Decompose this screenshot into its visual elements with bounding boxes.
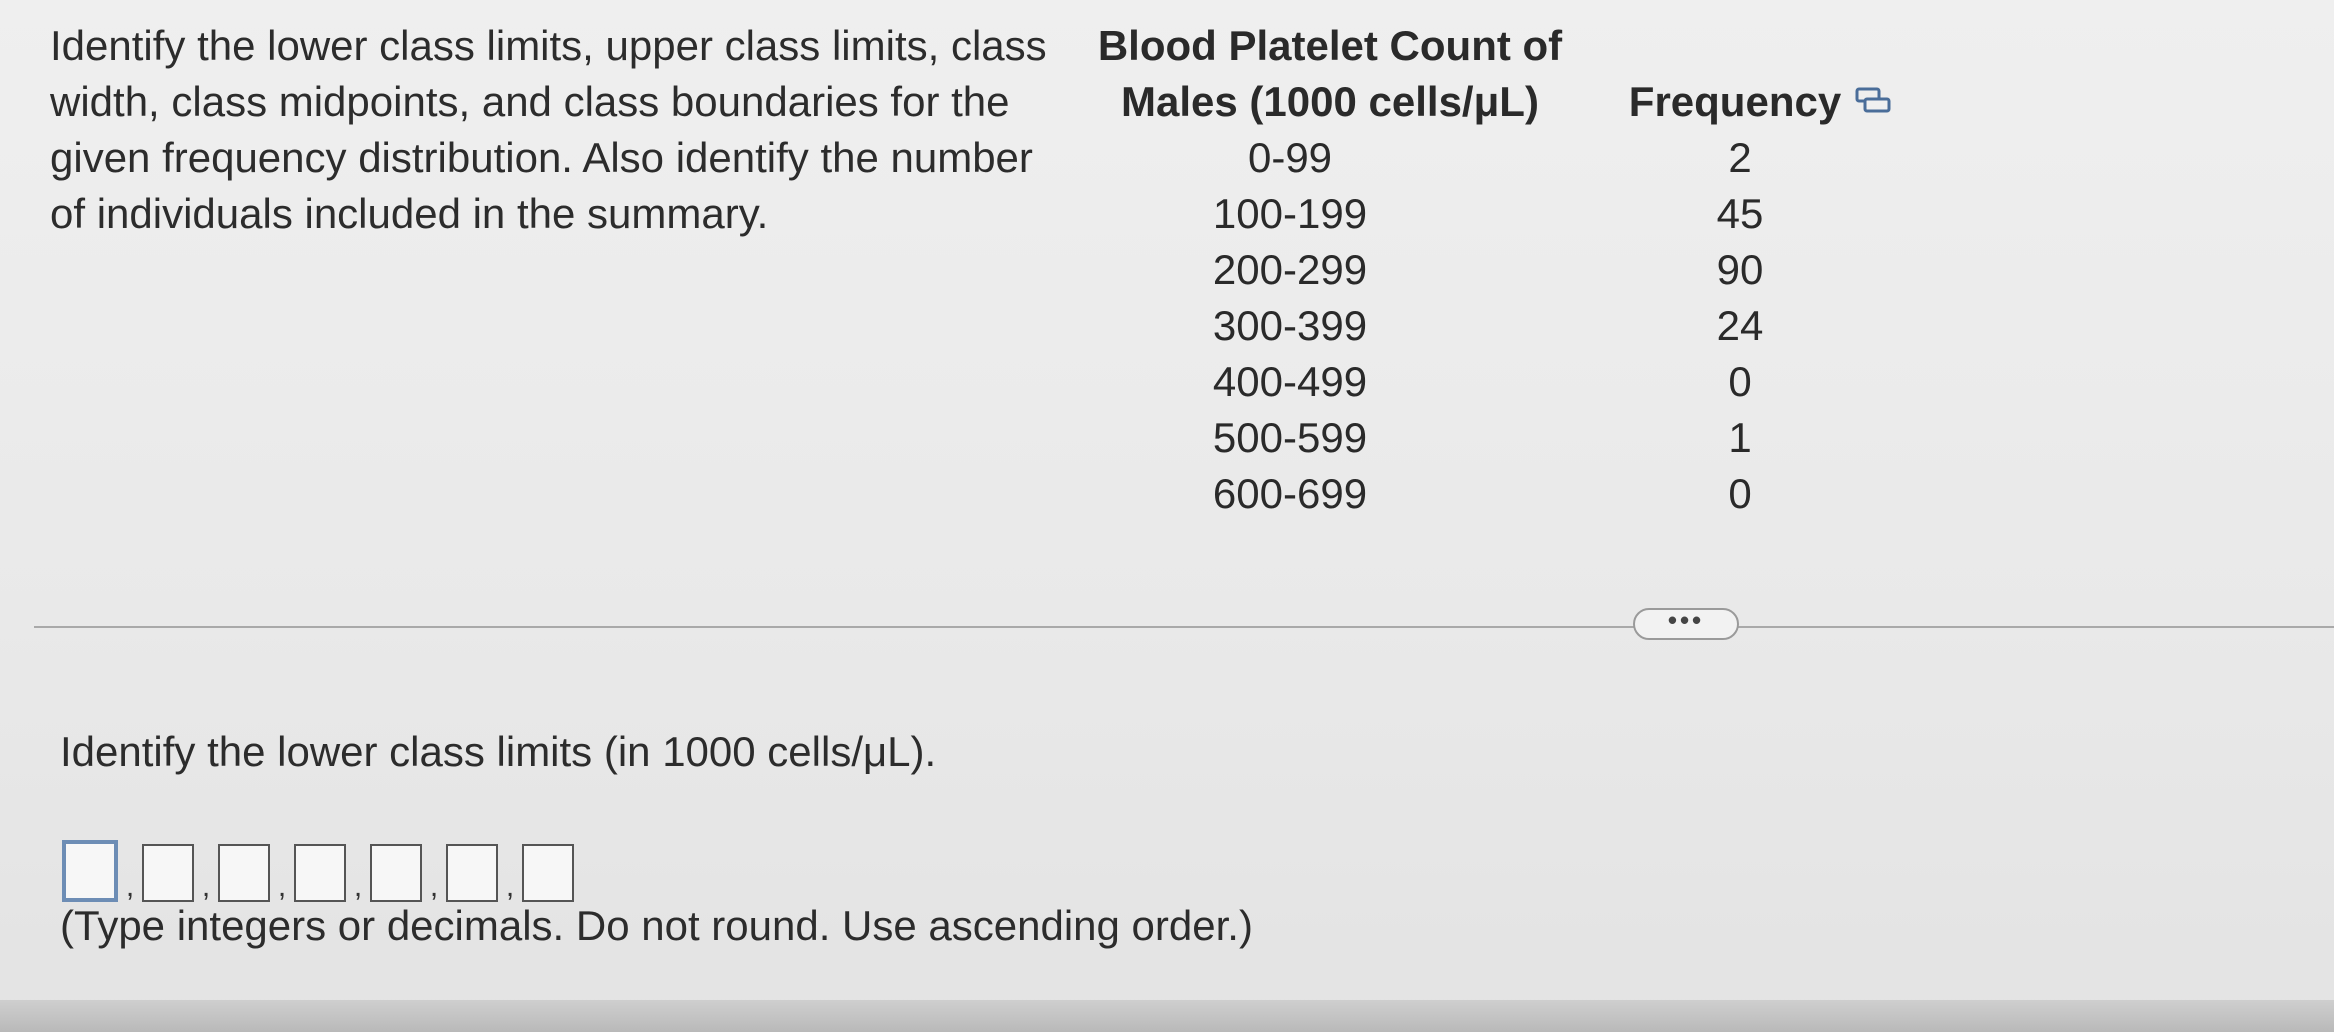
table-row [1070,354,1910,410]
table-row [1070,186,1910,242]
class-cell: 0-99 [1247,134,1333,181]
class-cell: 100-199 [1212,190,1368,237]
answer-box-4[interactable] [294,844,346,902]
class-cell: 300-399 [1212,302,1368,349]
table-row [1070,466,1910,522]
frequency-cell: 24 [1716,302,1764,349]
frequency-table [1070,18,1910,522]
prompt-text: Identify the lower class limits (in 1000 cells/μL). [60,728,937,775]
answer-box-2[interactable] [142,844,194,902]
comma-separator: , [429,870,439,903]
answer-box-5[interactable] [370,844,422,902]
section-divider [34,626,2334,628]
comma-separator: , [125,870,135,903]
frequency-cell: 90 [1716,246,1764,293]
frequency-header-label: Frequency [1628,78,1842,125]
frequency-cell: 1 [1728,414,1752,461]
answer-box-7[interactable] [522,844,574,902]
class-column-header [1070,18,1590,130]
more-button[interactable]: ••• [1633,608,1739,640]
answer-inputs [62,840,574,902]
class-header-line1: Blood Platelet Count of [1097,22,1563,69]
answer-box-3[interactable] [218,844,270,902]
comma-separator: , [353,870,363,903]
table-row [1070,242,1910,298]
frequency-column-header [1590,18,1910,130]
table-row [1070,130,1910,186]
class-cell: 400-499 [1212,358,1368,405]
copy-icon[interactable] [1855,86,1891,116]
question-text: Identify the lower class limits, upper class limits, class width, class midpoints, and class boundaries for the given frequency distribution. Also identify the number of individuals included in the summary. [50,22,1047,237]
answer-box-1[interactable] [62,840,118,902]
hint-text: (Type integers or decimals. Do not round. Use ascending order.) [60,902,1253,949]
class-cell: 200-299 [1212,246,1368,293]
frequency-cell: 0 [1728,358,1752,405]
frequency-cell: 45 [1716,190,1764,237]
table-row [1070,410,1910,466]
answer-box-6[interactable] [446,844,498,902]
comma-separator: , [277,870,287,903]
bottom-edge [0,1000,2334,1032]
class-header-line2: Males (1000 cells/μL) [1121,78,1539,125]
class-cell: 500-599 [1212,414,1368,461]
table-row [1070,298,1910,354]
comma-separator: , [505,870,515,903]
class-cell: 600-699 [1212,470,1368,517]
frequency-cell: 0 [1728,470,1752,517]
frequency-cell: 2 [1728,134,1752,181]
comma-separator: , [201,870,211,903]
